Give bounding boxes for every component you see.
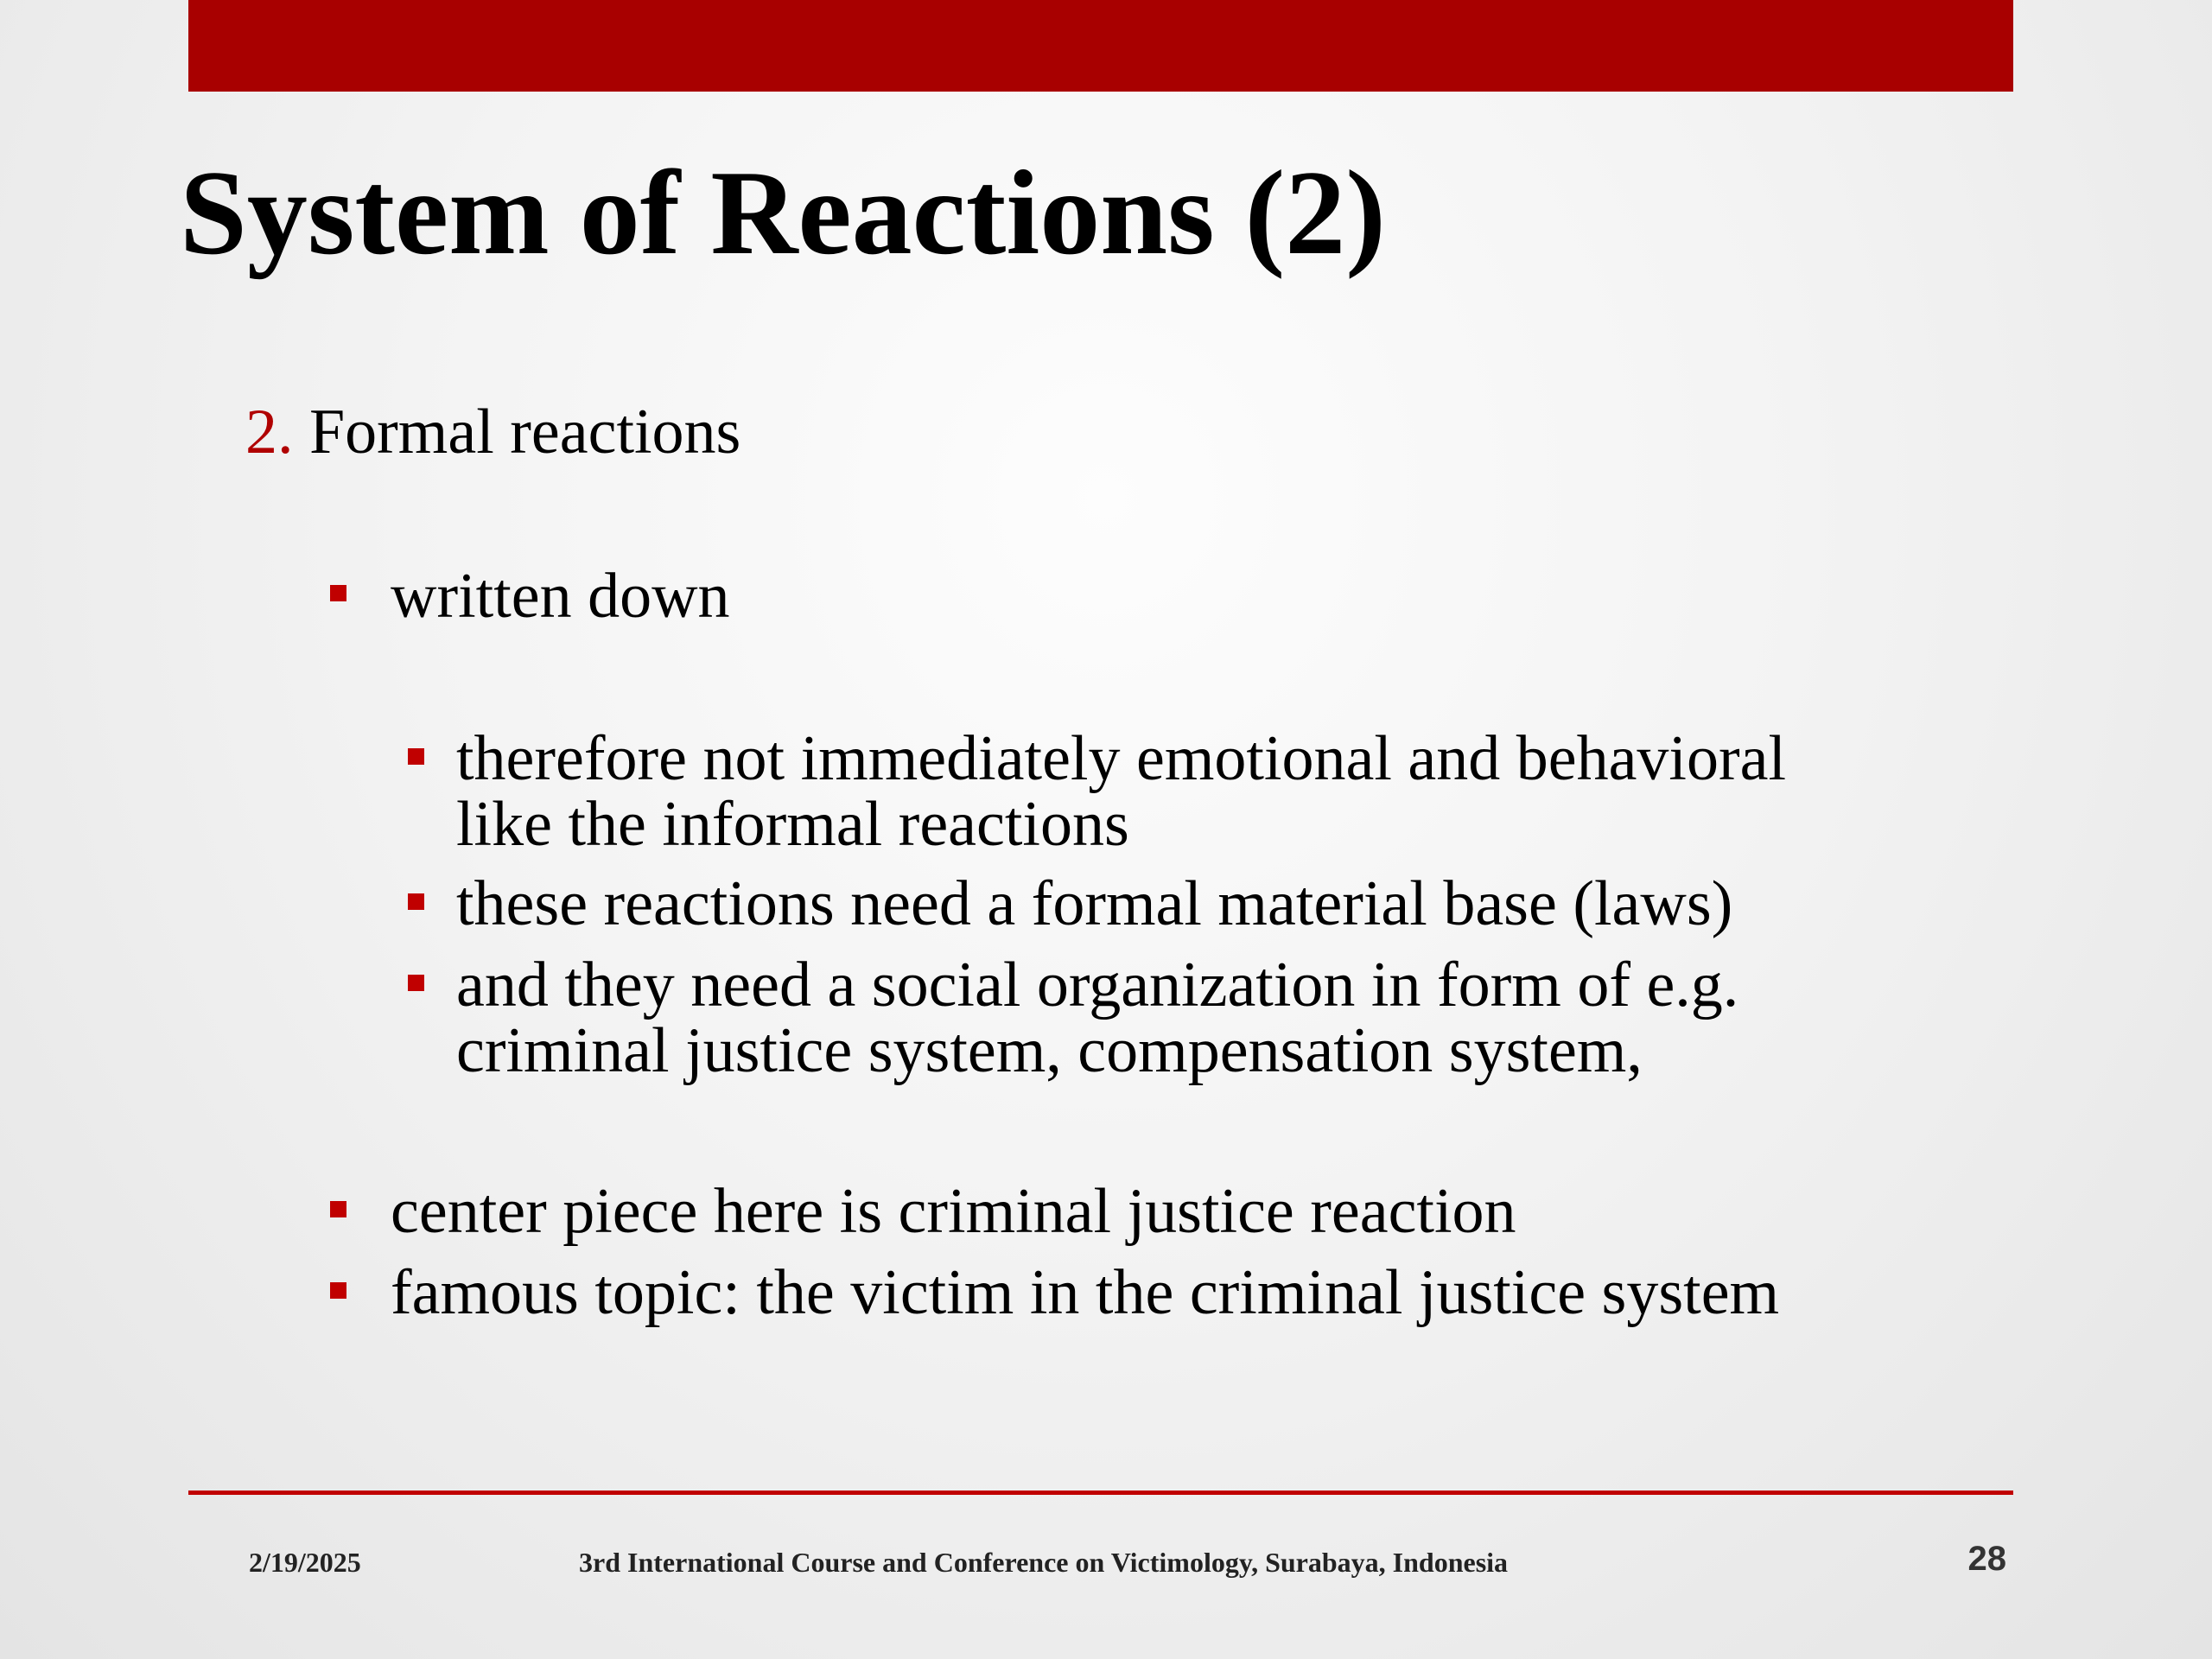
sub-bullet-item-3-line-2: criminal justice system, compensation system, xyxy=(456,1015,1643,1086)
sub-bullet-item-1-line-1: therefore not immediately emotional and behavioral xyxy=(456,723,1787,794)
square-bullet-icon xyxy=(330,1201,346,1217)
square-bullet-icon xyxy=(330,1282,346,1299)
sub-bullet-item-1-line-2: like the informal reactions xyxy=(456,789,1129,860)
section-heading-line xyxy=(245,399,741,465)
square-bullet-icon xyxy=(408,748,424,765)
slide-title: System of Reactions (2) xyxy=(180,146,1386,280)
sub-bullet-item-2: these reactions need a formal material base (laws) xyxy=(456,868,1733,939)
square-bullet-icon xyxy=(408,893,424,910)
bullet-item-written-down: written down xyxy=(391,561,730,632)
footer-divider xyxy=(188,1491,2013,1495)
section-heading: Formal reactions xyxy=(309,397,741,467)
square-bullet-icon xyxy=(408,975,424,991)
square-bullet-icon xyxy=(330,585,346,601)
bullet-item-center-piece: center piece here is criminal justice reaction xyxy=(391,1176,1516,1247)
sub-bullet-item-3-line-1: and they need a social organization in form of e.g. xyxy=(456,950,1739,1020)
section-number: 2. xyxy=(245,397,294,467)
page-number: 28 xyxy=(1967,1540,2006,1578)
top-accent-bar xyxy=(188,0,2013,92)
footer-conference: 3rd International Course and Conference on Victimology, Surabaya, Indonesia xyxy=(579,1547,1509,1578)
footer-date: 2/19/2025 xyxy=(249,1547,361,1578)
bullet-item-famous-topic: famous topic: the victim in the criminal justice system xyxy=(391,1257,1780,1328)
